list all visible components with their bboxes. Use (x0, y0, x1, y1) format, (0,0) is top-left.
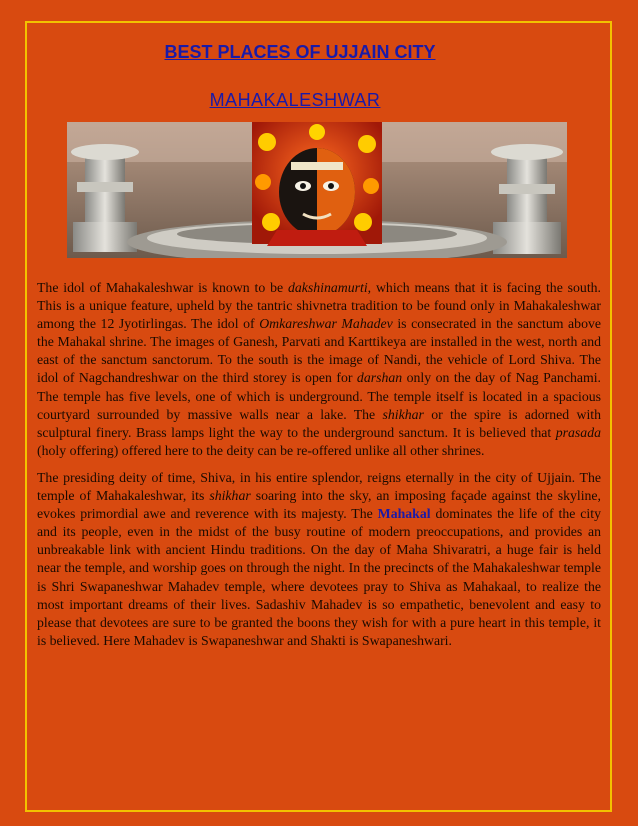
paragraph (37, 279, 601, 460)
italic-term: shikhar (209, 488, 251, 504)
text-span: The presiding deity of time, Shiva, in his entire splendor, reigns eternally in the city of Ujjain. The temple of Mahakaleshwar, its (37, 469, 601, 504)
italic-term: shikhar (382, 406, 424, 422)
text-span: is consecrated in the sanctum above the Mahakal shrine. The images of Ganesh, Parvati and Karttikeya are installed in the west, north and east of the sanctum sanctorum. To the south is the image of Nandi, the vehicle of Lord Shiva. The idol of Nagchandreshwar on the third storey is open for (37, 316, 601, 386)
italic-term: Omkareshwar Mahadev (259, 316, 393, 332)
bold-term: Mahakal (377, 506, 431, 522)
italic-term: dakshinamurti (287, 280, 368, 295)
text-span: only on the day of Nag Panchami. The temple has five levels, one of which is underground. The temple itself is located in a spacious courtyard surrounded by massive walls near a lake. The (37, 370, 601, 422)
mahakaleshwar-photo (67, 122, 567, 258)
italic-term: prasada (555, 424, 601, 440)
text-span: , which means that it is facing the south. This is a unique feature, upheld by the tantric shivnetra tradition to be found only in Mahakaleshwar among the 12 Jyotirlingas. The idol of (37, 280, 601, 332)
text-span: or the spire is adorned with sculptural finery. Brass lamps light the way to the underground sanctum. It is believed that (37, 406, 602, 440)
text-span: soaring into the sky, an imposing façade against the skyline, evokes primordial awe and reverence with its majesty. The (37, 488, 602, 522)
section-heading: MAHAKALESHWAR (209, 90, 381, 110)
text-span: The idol of Mahakaleshwar is known to be (37, 280, 288, 295)
page-title: BEST PLACES OF UJJAIN CITY (164, 42, 436, 62)
text-span: dominates the life of the city and its people, even in the midst of the busy routine of modern preoccupations, and provides an unbreakable link with ancient Hindu traditions. On the day of Maha Shivaratri, a huge fair is held near the temple, and worship goes on through the night. In the precincts of the Mahakaleshwar temple is Shri Swapaneshwar Mahadev temple, where devotees pray to Shiva as Mahakaal, to realize the most important dreams of their lives. Sadashiv Mahadev is so empathetic, benevolent and easy to please that devotees are sure to be granted the boons they wish for with a pure heart in this temple, it is believed. Here Mahadev is Swapaneshwar and Shakti is Swapaneshwari. (37, 506, 601, 648)
paragraph (37, 469, 601, 650)
text-span: (holy offering) offered here to the deity can be re-offered unlike all other shrines. (37, 442, 485, 458)
italic-term: darshan (356, 370, 403, 386)
article-body (37, 279, 601, 659)
